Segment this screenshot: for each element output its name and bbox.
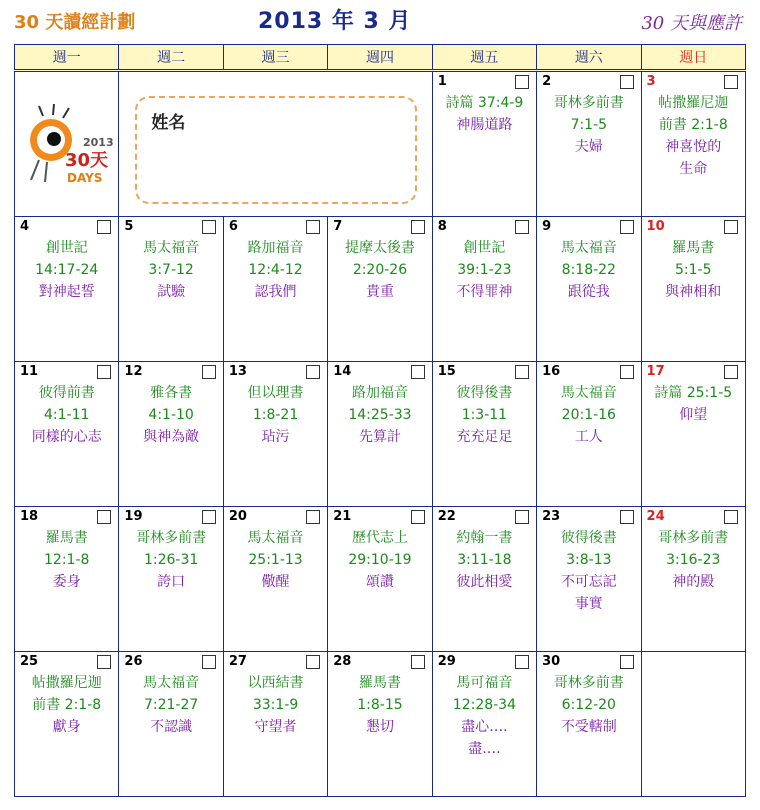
done-checkbox[interactable] — [724, 220, 738, 234]
reading — [537, 382, 640, 448]
calendar-header — [0, 0, 760, 44]
day-cell — [537, 652, 641, 797]
reading-theme: 工人 — [574, 429, 603, 445]
reading-theme: 神的殿 — [672, 574, 715, 590]
reading — [328, 672, 431, 738]
reading-theme: 守望者 — [254, 719, 297, 735]
scripture-ref: 馬太福音 — [247, 530, 304, 546]
scripture-ref: 14:17-24 — [35, 262, 99, 278]
day-cell — [15, 362, 119, 507]
scripture-ref: 2:20-26 — [352, 262, 408, 278]
weekday-thu: 週四 — [328, 45, 432, 71]
reading-theme: 不得罪神 — [456, 284, 513, 300]
theme-title: 30 天與應許 — [641, 13, 742, 34]
reading — [224, 527, 327, 593]
reading — [328, 382, 431, 448]
scripture-ref: 3:7-12 — [148, 262, 194, 278]
day-number: 23 — [542, 509, 561, 524]
reading — [15, 527, 118, 593]
done-checkbox[interactable] — [515, 75, 529, 89]
reading — [433, 527, 536, 593]
reading-theme: 懇切 — [365, 719, 394, 735]
reading — [15, 672, 118, 738]
reading — [433, 382, 536, 448]
day-cell — [328, 362, 432, 507]
reading-theme: 頌讚 — [365, 574, 394, 590]
done-checkbox[interactable] — [97, 220, 111, 234]
scripture-ref: 14:25-33 — [348, 407, 412, 423]
reading-theme: 貴重 — [365, 284, 394, 300]
day-cell — [328, 217, 432, 362]
day-cell — [537, 362, 641, 507]
day-number: 7 — [333, 219, 343, 234]
scripture-ref: 8:18-22 — [561, 262, 616, 278]
done-checkbox[interactable] — [515, 655, 529, 669]
reading — [537, 92, 640, 158]
reading-theme: 夫婦 — [574, 139, 603, 155]
reading-theme: 彼此相愛 — [456, 574, 513, 590]
week-row — [15, 507, 746, 652]
scripture-ref: 4:1-10 — [148, 407, 194, 423]
day-cell — [15, 652, 119, 797]
scripture-ref: 哥林多前書 — [553, 675, 624, 691]
done-checkbox[interactable] — [306, 365, 320, 379]
reading-theme: 認我們 — [254, 284, 297, 300]
scripture-ref: 12:28-34 — [452, 697, 516, 713]
reading-theme: 同樣的心志 — [31, 429, 102, 445]
reading-theme: 生命 — [679, 161, 708, 177]
reading — [642, 237, 745, 303]
reading-theme: 先算計 — [358, 429, 401, 445]
reading — [119, 672, 222, 738]
done-checkbox[interactable] — [97, 510, 111, 524]
scripture-ref: 1:8-21 — [252, 407, 299, 423]
scripture-ref: 彼得後書 — [456, 385, 513, 401]
day-number: 9 — [542, 219, 552, 234]
day-number: 29 — [437, 654, 456, 669]
scripture-ref: 創世記 — [45, 240, 88, 256]
reading-theme: 盡…. — [468, 741, 501, 757]
weekday-sun: 週日 — [641, 45, 745, 71]
scripture-ref: 7:21-27 — [143, 697, 199, 713]
scripture-ref: 馬太福音 — [143, 240, 200, 256]
scripture-ref: 1:26-31 — [143, 552, 199, 568]
reading — [328, 527, 431, 593]
scripture-ref: 33:1-9 — [252, 697, 299, 713]
day-number: 22 — [437, 509, 456, 524]
done-checkbox[interactable] — [202, 365, 216, 379]
scripture-ref: 5:1-5 — [675, 262, 712, 278]
scripture-ref: 馬太福音 — [143, 675, 200, 691]
scripture-ref: 3:8-13 — [566, 552, 612, 568]
day-number: 30 — [542, 654, 561, 669]
done-checkbox[interactable] — [411, 510, 425, 524]
day-number: 17 — [646, 364, 665, 379]
day-number: 27 — [228, 654, 247, 669]
done-checkbox[interactable] — [620, 365, 634, 379]
reading-theme: 對神起誓 — [38, 284, 95, 300]
day-cell — [223, 217, 327, 362]
reading-theme: 與神為敵 — [143, 429, 200, 445]
reading-theme: 盡心…. — [461, 719, 508, 735]
day-number: 28 — [333, 654, 352, 669]
weekday-tue: 週二 — [119, 45, 223, 71]
day-cell — [223, 362, 327, 507]
scripture-ref: 提摩太後書 — [344, 240, 415, 256]
scripture-ref: 羅馬書 — [358, 675, 401, 691]
reading — [224, 672, 327, 738]
name-cell — [119, 71, 432, 217]
done-checkbox[interactable] — [724, 75, 738, 89]
done-checkbox[interactable] — [620, 75, 634, 89]
reading-theme: 神腸道路 — [456, 117, 513, 133]
done-checkbox[interactable] — [515, 365, 529, 379]
reading — [433, 672, 536, 760]
reading-theme: 仰望 — [679, 407, 708, 423]
scripture-ref: 前書 2:1-8 — [658, 117, 728, 133]
day-number: 19 — [124, 509, 143, 524]
scripture-ref: 帖撒羅尼迦 — [658, 95, 729, 111]
scripture-ref: 哥林多前書 — [658, 530, 729, 546]
scripture-ref: 哥林多前書 — [136, 530, 207, 546]
day-number: 12 — [124, 364, 143, 379]
reading-theme: 委身 — [52, 574, 81, 590]
empty-cell — [641, 652, 745, 797]
day-number: 21 — [333, 509, 352, 524]
reading-theme: 試驗 — [157, 284, 186, 300]
reading — [328, 237, 431, 303]
scripture-ref: 3:11-18 — [457, 552, 512, 568]
day-cell — [119, 507, 223, 652]
logo-days-cn: 30天 — [65, 150, 109, 171]
done-checkbox[interactable] — [97, 365, 111, 379]
day-cell — [537, 71, 641, 217]
weekday-fri: 週五 — [432, 45, 536, 71]
reading — [224, 382, 327, 448]
day-cell — [537, 217, 641, 362]
scripture-ref: 39:1-23 — [457, 262, 512, 278]
scripture-ref: 但以理書 — [247, 385, 304, 401]
done-checkbox[interactable] — [515, 220, 529, 234]
day-cell — [432, 362, 536, 507]
day-number: 14 — [333, 364, 352, 379]
day-cell — [15, 507, 119, 652]
calendar-grid — [14, 44, 746, 797]
reading-theme: 儆醒 — [261, 574, 290, 590]
reading — [119, 237, 222, 303]
day-cell — [432, 71, 536, 217]
done-checkbox[interactable] — [306, 510, 320, 524]
done-checkbox[interactable] — [724, 365, 738, 379]
reading — [537, 237, 640, 303]
scripture-ref: 前書 2:1-8 — [32, 697, 102, 713]
day-number: 26 — [124, 654, 143, 669]
logo-year: 2013 — [83, 136, 114, 149]
reading-theme: 不認識 — [150, 719, 193, 735]
reading — [15, 237, 118, 303]
reading — [433, 237, 536, 303]
done-checkbox[interactable] — [724, 510, 738, 524]
scripture-ref: 彼得後書 — [560, 530, 617, 546]
week-row — [15, 652, 746, 797]
day-cell — [537, 507, 641, 652]
done-checkbox[interactable] — [515, 510, 529, 524]
reading — [224, 237, 327, 303]
day-number: 15 — [437, 364, 456, 379]
done-checkbox[interactable] — [620, 510, 634, 524]
day-number: 3 — [646, 74, 656, 89]
done-checkbox[interactable] — [97, 655, 111, 669]
logo-cell — [15, 71, 119, 217]
scripture-ref: 哥林多前書 — [553, 95, 624, 111]
scripture-ref: 創世記 — [463, 240, 506, 256]
name-label: 姓名 — [151, 113, 186, 133]
done-checkbox[interactable] — [202, 655, 216, 669]
day-cell — [432, 507, 536, 652]
scripture-ref: 路加福音 — [351, 385, 408, 401]
scripture-ref: 12:1-8 — [44, 552, 90, 568]
day-cell — [119, 362, 223, 507]
day-cell — [119, 652, 223, 797]
day-number: 16 — [542, 364, 561, 379]
reading-theme: 神喜悅的 — [665, 139, 722, 155]
done-checkbox[interactable] — [411, 365, 425, 379]
reading — [537, 672, 640, 738]
day-cell — [641, 217, 745, 362]
month-title: 2013 年 3 月 — [258, 9, 412, 34]
day-cell — [641, 362, 745, 507]
reading-theme: 與神相和 — [665, 284, 722, 300]
day-number: 8 — [437, 219, 447, 234]
weekday-header-row — [15, 45, 746, 71]
reading — [119, 527, 222, 593]
day-number: 1 — [437, 74, 447, 89]
day-cell — [641, 507, 745, 652]
done-checkbox[interactable] — [306, 655, 320, 669]
done-checkbox[interactable] — [620, 655, 634, 669]
scripture-ref: 羅馬書 — [45, 530, 88, 546]
logo-days-en: DAYS — [67, 171, 103, 185]
scripture-ref: 1:8-15 — [357, 697, 403, 713]
day-number: 6 — [228, 219, 238, 234]
scripture-ref: 帖撒羅尼迦 — [31, 675, 102, 691]
day-number: 25 — [20, 654, 39, 669]
scripture-ref: 馬太福音 — [560, 240, 617, 256]
reading-theme: 事實 — [574, 596, 603, 612]
reading — [433, 92, 536, 136]
day-cell — [328, 652, 432, 797]
scripture-ref: 詩篇 25:1-5 — [654, 385, 733, 401]
day-number: 20 — [228, 509, 247, 524]
weekday-mon: 週一 — [15, 45, 119, 71]
day-number: 5 — [124, 219, 134, 234]
day-number: 18 — [20, 509, 39, 524]
name-box[interactable] — [135, 96, 417, 204]
scripture-ref: 馬可福音 — [456, 675, 513, 691]
day-cell — [328, 507, 432, 652]
scripture-ref: 7:1-5 — [570, 117, 608, 133]
day-cell — [432, 652, 536, 797]
day-cell — [119, 217, 223, 362]
weekday-wed: 週三 — [223, 45, 327, 71]
done-checkbox[interactable] — [202, 510, 216, 524]
scripture-ref: 25:1-13 — [248, 552, 303, 568]
reading — [537, 527, 640, 615]
scripture-ref: 彼得前書 — [38, 385, 95, 401]
scripture-ref: 3:16-23 — [666, 552, 721, 568]
30-days-logo-icon — [21, 100, 115, 188]
reading-theme: 不受轄制 — [560, 719, 617, 735]
scripture-ref: 詩篇 37:4-9 — [445, 95, 524, 111]
scripture-ref: 歷代志上 — [351, 530, 408, 546]
scripture-ref: 路加福音 — [247, 240, 304, 256]
week-row — [15, 217, 746, 362]
done-checkbox[interactable] — [202, 220, 216, 234]
day-number: 13 — [228, 364, 247, 379]
day-number: 11 — [20, 364, 39, 379]
done-checkbox[interactable] — [620, 220, 634, 234]
reading — [119, 382, 222, 448]
scripture-ref: 約翰一書 — [456, 530, 513, 546]
scripture-ref: 雅各書 — [150, 385, 193, 401]
done-checkbox[interactable] — [411, 655, 425, 669]
done-checkbox[interactable] — [411, 220, 425, 234]
scripture-ref: 29:10-19 — [348, 552, 412, 568]
scripture-ref: 羅馬書 — [672, 240, 715, 256]
done-checkbox[interactable] — [306, 220, 320, 234]
scripture-ref: 馬太福音 — [560, 385, 617, 401]
weekday-sat: 週六 — [537, 45, 641, 71]
reading-theme: 玷污 — [261, 429, 290, 445]
day-number: 24 — [646, 509, 665, 524]
week-row — [15, 362, 746, 507]
reading-theme: 不可忘記 — [560, 574, 617, 590]
scripture-ref: 4:1-11 — [44, 407, 90, 423]
day-number: 10 — [646, 219, 665, 234]
day-cell — [432, 217, 536, 362]
day-number: 2 — [542, 74, 552, 89]
scripture-ref: 1:3-11 — [461, 407, 508, 423]
day-cell — [641, 71, 745, 217]
reading — [642, 92, 745, 180]
reading — [642, 527, 745, 593]
scripture-ref: 6:12-20 — [561, 697, 616, 713]
reading-theme: 獻身 — [52, 719, 81, 735]
day-cell — [15, 217, 119, 362]
scripture-ref: 以西結書 — [247, 675, 304, 691]
day-cell — [223, 507, 327, 652]
reading — [15, 382, 118, 448]
day-cell — [223, 652, 327, 797]
day-number: 4 — [20, 219, 30, 234]
reading — [642, 382, 745, 426]
plan-title: 30 天讀經計劃 — [14, 12, 136, 33]
scripture-ref: 12:4-12 — [248, 262, 303, 278]
reading-theme: 誇口 — [157, 574, 186, 590]
reading-theme: 跟從我 — [567, 284, 610, 300]
week-row — [15, 71, 746, 217]
reading-theme: 充充足足 — [456, 429, 513, 445]
scripture-ref: 20:1-16 — [561, 407, 616, 423]
